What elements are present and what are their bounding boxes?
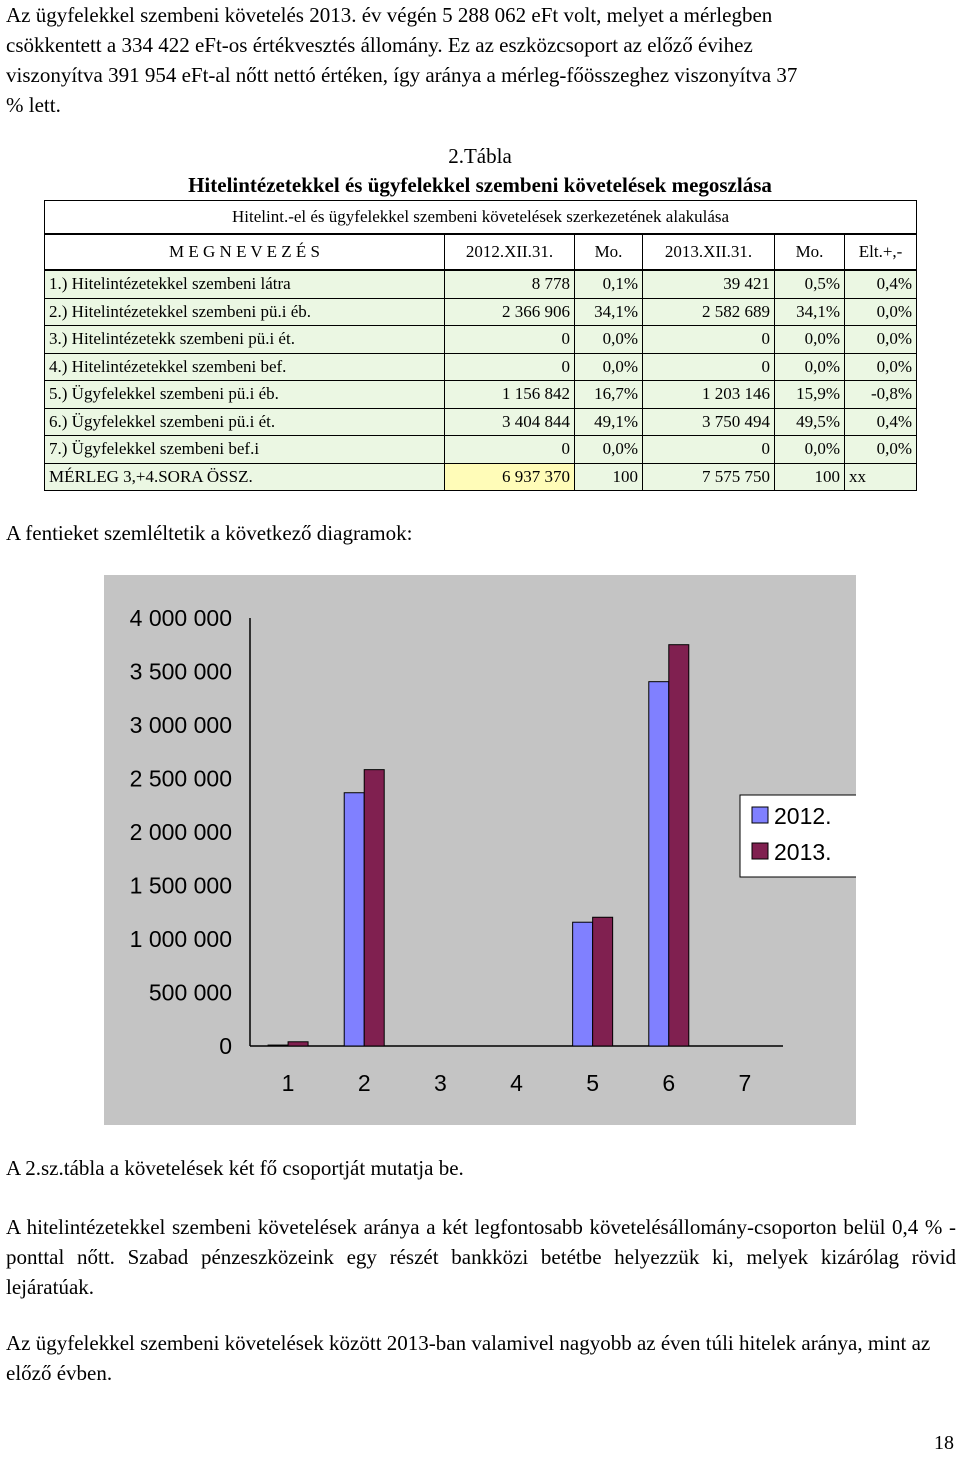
table-row <box>45 326 917 354</box>
total-label: MÉRLEG 3,+4.SORA ÖSSZ. <box>45 463 445 491</box>
y-tick-label: 500 000 <box>148 979 232 1006</box>
bar-2013-2 <box>364 770 384 1046</box>
header-share-2012: Mo. <box>575 234 643 270</box>
total-diff: xx <box>845 463 917 491</box>
intro-paragraph <box>6 0 956 120</box>
share-2012: 49,1% <box>575 408 643 436</box>
intro-line-1: Az ügyfelekkel szembeni követelés 2013. év végén 5 288 062 eFt volt, melyet a mérlegben <box>6 3 773 27</box>
value-2012: 8 778 <box>445 270 575 298</box>
diff: 0,4% <box>845 408 917 436</box>
bar-2012-2 <box>344 793 364 1046</box>
share-2012: 0,0% <box>575 326 643 354</box>
row-label: 6.) Ügyfelekkel szembeni pü.i ét. <box>45 408 445 436</box>
paragraph-2: A hitelintézetekkel szembeni követelések aránya a két legfontosabb követelésállomány-csoporton belül 0,4 % -ponttal nőtt. Szabad pénzeszközeink egy részét bankközi betétbe helyezzük ki, melyek kizárólag rövid lejáratúak. <box>6 1215 956 1299</box>
y-tick-label: 3 000 000 <box>129 712 232 738</box>
value-2012: 2 366 906 <box>445 298 575 326</box>
header-name: M E G N E V E Z É S <box>45 234 445 270</box>
diff: 0,0% <box>845 353 917 381</box>
value-2013: 0 <box>643 436 775 464</box>
share-2012: 0,0% <box>575 436 643 464</box>
bar-chart <box>104 575 856 1125</box>
table-row <box>45 381 917 409</box>
value-2013: 0 <box>643 353 775 381</box>
value-2013: 0 <box>643 326 775 354</box>
y-tick-label: 0 <box>219 1033 232 1059</box>
row-label: 1.) Hitelintézetekkel szembeni látra <box>45 270 445 298</box>
x-tick-label: 7 <box>738 1070 752 1096</box>
bar-2013-1 <box>288 1042 308 1046</box>
intro-line-2: csökkentett a 334 422 eFt-os értékvesztés állomány. Ez az eszközcsoport az előző évihez <box>6 33 753 57</box>
table-subtitle: Hitelint.-el és ügyfelekkel szembeni követelések szerkezetének alakulása <box>45 201 917 235</box>
y-tick-label: 4 000 000 <box>129 605 232 631</box>
total-2012: 6 937 370 <box>445 463 575 491</box>
table-total-row <box>45 463 917 491</box>
table-row <box>45 408 917 436</box>
bar-2012-6 <box>649 682 669 1046</box>
value-2012: 1 156 842 <box>445 381 575 409</box>
row-label: 7.) Ügyfelekkel szembeni bef.i <box>45 436 445 464</box>
share-2013: 0,0% <box>775 353 845 381</box>
total-2013: 7 575 750 <box>643 463 775 491</box>
diff: 0,0% <box>845 436 917 464</box>
x-tick-label: 1 <box>281 1070 295 1096</box>
page-number: 18 <box>934 1432 954 1454</box>
diff: -0,8% <box>845 381 917 409</box>
value-2013: 1 203 146 <box>643 381 775 409</box>
share-2012: 0,1% <box>575 270 643 298</box>
header-2012: 2012.XII.31. <box>445 234 575 270</box>
value-2012: 3 404 844 <box>445 408 575 436</box>
table-row <box>45 436 917 464</box>
total-share-2013: 100 <box>775 463 845 491</box>
y-tick-label: 2 500 000 <box>129 765 232 792</box>
row-label: 3.) Hitelintézetekk szembeni pü.i ét. <box>45 326 445 354</box>
share-2012: 34,1% <box>575 298 643 326</box>
diff: 0,0% <box>845 326 917 354</box>
bar-2012-1 <box>268 1045 288 1046</box>
table-row <box>45 270 917 298</box>
bar-2012-5 <box>573 922 593 1046</box>
header-share-2013: Mo. <box>775 234 845 270</box>
intro-line-4: % lett. <box>6 93 61 117</box>
y-tick-label: 2 000 000 <box>129 819 232 845</box>
header-2013: 2013.XII.31. <box>643 234 775 270</box>
table-title: Hitelintézetekkel és ügyfelekkel szembeni követelések megoszlása <box>188 173 772 197</box>
share-2012: 16,7% <box>575 381 643 409</box>
y-tick-label: 3 500 000 <box>129 658 232 685</box>
plot-area <box>250 618 783 1046</box>
legend-swatch-2012 <box>752 807 768 823</box>
y-tick-label: 1 000 000 <box>129 926 232 952</box>
diff: 0,4% <box>845 270 917 298</box>
value-2013: 3 750 494 <box>643 408 775 436</box>
after-chart-text: A 2.sz.tábla a követelések két fő csoportját mutatja be. <box>6 1156 464 1180</box>
legend-swatch-2013 <box>752 843 768 859</box>
chart-intro: A fentieket szemléltetik a következő diagramok: <box>6 521 413 545</box>
value-2012: 0 <box>445 436 575 464</box>
share-2013: 0,5% <box>775 270 845 298</box>
x-tick-label: 2 <box>357 1070 371 1096</box>
row-label: 4.) Hitelintézetekkel szembeni bef. <box>45 353 445 381</box>
row-label: 2.) Hitelintézetekkel szembeni pü.i éb. <box>45 298 445 326</box>
legend-label-2012: 2012. <box>774 803 832 829</box>
receivables-table <box>44 200 917 491</box>
share-2013: 49,5% <box>775 408 845 436</box>
value-2013: 39 421 <box>643 270 775 298</box>
table-number: 2.Tábla <box>448 144 512 168</box>
row-label: 5.) Ügyfelekkel szembeni pü.i éb. <box>45 381 445 409</box>
table-row <box>45 353 917 381</box>
intro-line-3: viszonyítva 391 954 eFt-al nőtt nettó értéken, így aránya a mérleg-főösszeghez viszonyítva 37 <box>6 63 798 87</box>
total-share-2012: 100 <box>575 463 643 491</box>
share-2012: 0,0% <box>575 353 643 381</box>
share-2013: 15,9% <box>775 381 845 409</box>
share-2013: 34,1% <box>775 298 845 326</box>
x-tick-label: 3 <box>433 1070 447 1096</box>
table-subtitle-row <box>45 201 917 235</box>
value-2012: 0 <box>445 353 575 381</box>
share-2013: 0,0% <box>775 436 845 464</box>
value-2013: 2 582 689 <box>643 298 775 326</box>
diff: 0,0% <box>845 298 917 326</box>
value-2012: 0 <box>445 326 575 354</box>
y-tick-label: 1 500 000 <box>129 872 232 899</box>
table-row <box>45 298 917 326</box>
header-diff: Elt.+,- <box>845 234 917 270</box>
x-tick-label: 5 <box>586 1070 600 1096</box>
bar-chart-svg <box>104 575 856 1125</box>
bar-2013-5 <box>593 917 613 1046</box>
table-header-row <box>45 234 917 270</box>
x-tick-label: 6 <box>662 1070 676 1096</box>
share-2013: 0,0% <box>775 326 845 354</box>
legend-label-2013: 2013. <box>774 839 832 865</box>
x-tick-label: 4 <box>510 1070 523 1096</box>
paragraph-3: Az ügyfelekkel szembeni követelések között 2013-ban valamivel nagyobb az éven túli hitelek aránya, mint az előző évben. <box>6 1331 931 1385</box>
bar-2013-6 <box>669 645 689 1046</box>
